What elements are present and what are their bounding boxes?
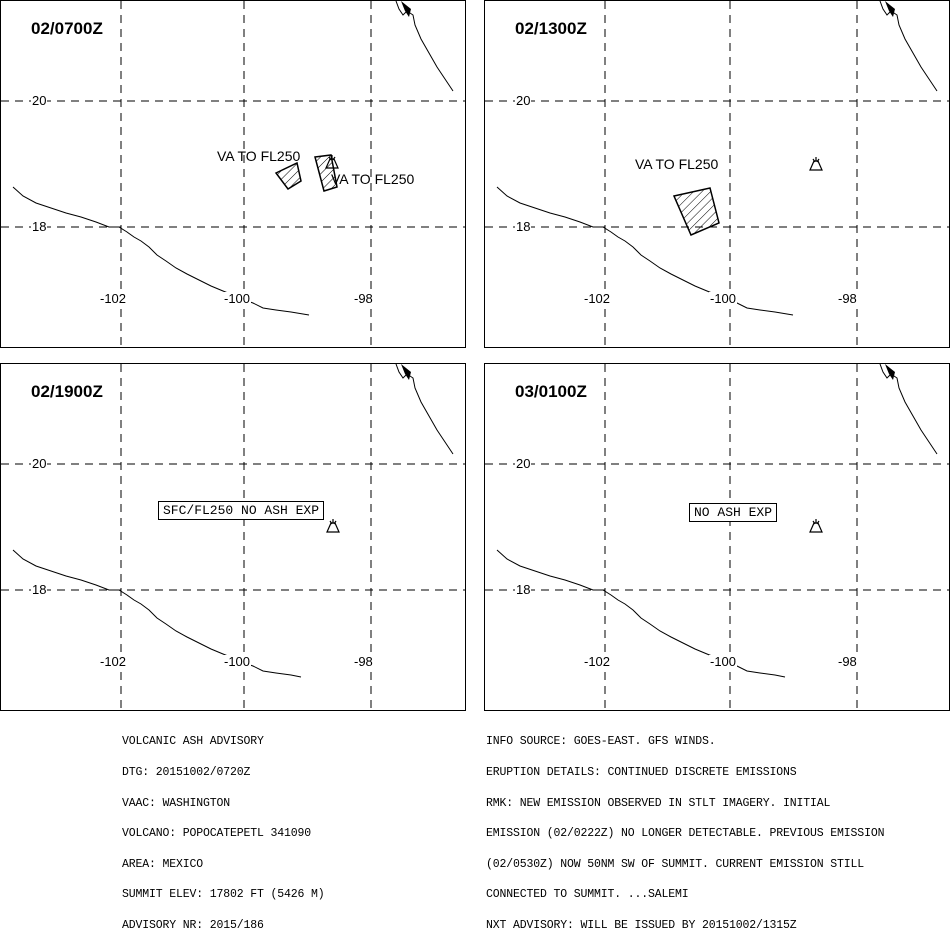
lat-label-18: 18 [516,219,531,234]
map-panel-3 [0,363,466,711]
lon-label-102: -102 [100,654,127,669]
map-panel-4 [484,363,950,711]
lat-label-20: 20 [516,93,531,108]
advisory-line: DTG: 20151002/0720Z [122,766,251,779]
va-label: VA TO FL250 [331,171,415,187]
coastline-southwest [13,550,301,677]
volcano-icon [327,519,339,532]
no-ash-expected-label: SFC/FL250 NO ASH EXP [158,501,324,520]
lon-label-100: -100 [710,291,737,306]
coastline-gulf [396,1,453,91]
ash-cloud [674,188,719,235]
advisory-line: ADVISORY NR: 2015/186 [122,918,264,932]
lat-label-20: 20 [32,93,47,108]
advisory-line: EMISSION (02/0222Z) NO LONGER DETECTABLE. PREVIOUS EMISSION [486,827,885,841]
ash-cloud-1 [276,163,301,189]
advisory-line: ERUPTION DETAILS: CONTINUED DISCRETE EMISSIONS [486,766,797,779]
advisory-line: VOLCANIC ASH ADVISORY [122,735,264,749]
advisory-line: AREA: MEXICO [122,857,204,871]
no-ash-expected-label: NO ASH EXP [689,503,777,522]
lon-label-100: -100 [710,654,737,669]
advisory-line: VAAC: WASHINGTON [122,796,231,810]
lon-label-102: -102 [100,291,127,306]
forecast-time-label: 02/0700Z [31,19,103,38]
advisory-line: INFO SOURCE: GOES-EAST. GFS WINDS. [486,735,716,749]
forecast-time-label: 03/0100Z [515,382,587,401]
map-panel-1 [0,0,466,348]
lat-label-18: 18 [32,582,47,597]
coastline-gulf [880,364,937,454]
advisory-line: VOLCANO: POPOCATEPETL 341090 [122,827,312,841]
lon-label-98: -98 [838,291,857,306]
coastline-southwest [497,550,785,677]
lon-label-100: -100 [224,291,251,306]
lon-label-98: -98 [354,654,373,669]
lat-label-20: 20 [516,456,531,471]
lon-label-102: -102 [584,291,611,306]
advisory-line: SUMMIT ELEV: 17802 FT (5426 M) [122,888,325,902]
coastline-southwest [497,187,793,315]
advisory-line: NXT ADVISORY: WILL BE ISSUED BY 20151002/1315Z [486,918,797,932]
coastline-gulf [880,1,937,91]
advisory-header-block [122,717,325,941]
forecast-time-label: 02/1900Z [31,382,103,401]
va-label: VA TO FL250 [635,156,719,172]
advisory-line: (02/0530Z) NOW 50NM SW OF SUMMIT. CURRENT EMISSION STILL [486,857,865,871]
advisory-line: CONNECTED TO SUMMIT. ...SALEMI [486,888,689,902]
volcano-icon [810,519,822,532]
lat-label-18: 18 [32,219,47,234]
lat-label-20: 20 [32,456,47,471]
advisory-remarks-block [486,717,884,941]
volcano-icon [810,157,822,170]
lon-label-98: -98 [838,654,857,669]
coastline-southwest [13,187,309,315]
coastline-gulf [396,364,453,454]
forecast-time-label: 02/1300Z [515,19,587,38]
lon-label-102: -102 [584,654,611,669]
advisory-line: RMK: NEW EMISSION OBSERVED IN STLT IMAGERY. INITIAL [486,796,831,810]
lat-label-18: 18 [516,582,531,597]
map-panel-2 [484,0,950,348]
lon-label-98: -98 [354,291,373,306]
va-label: VA TO FL250 [217,148,301,164]
lon-label-100: -100 [224,654,251,669]
